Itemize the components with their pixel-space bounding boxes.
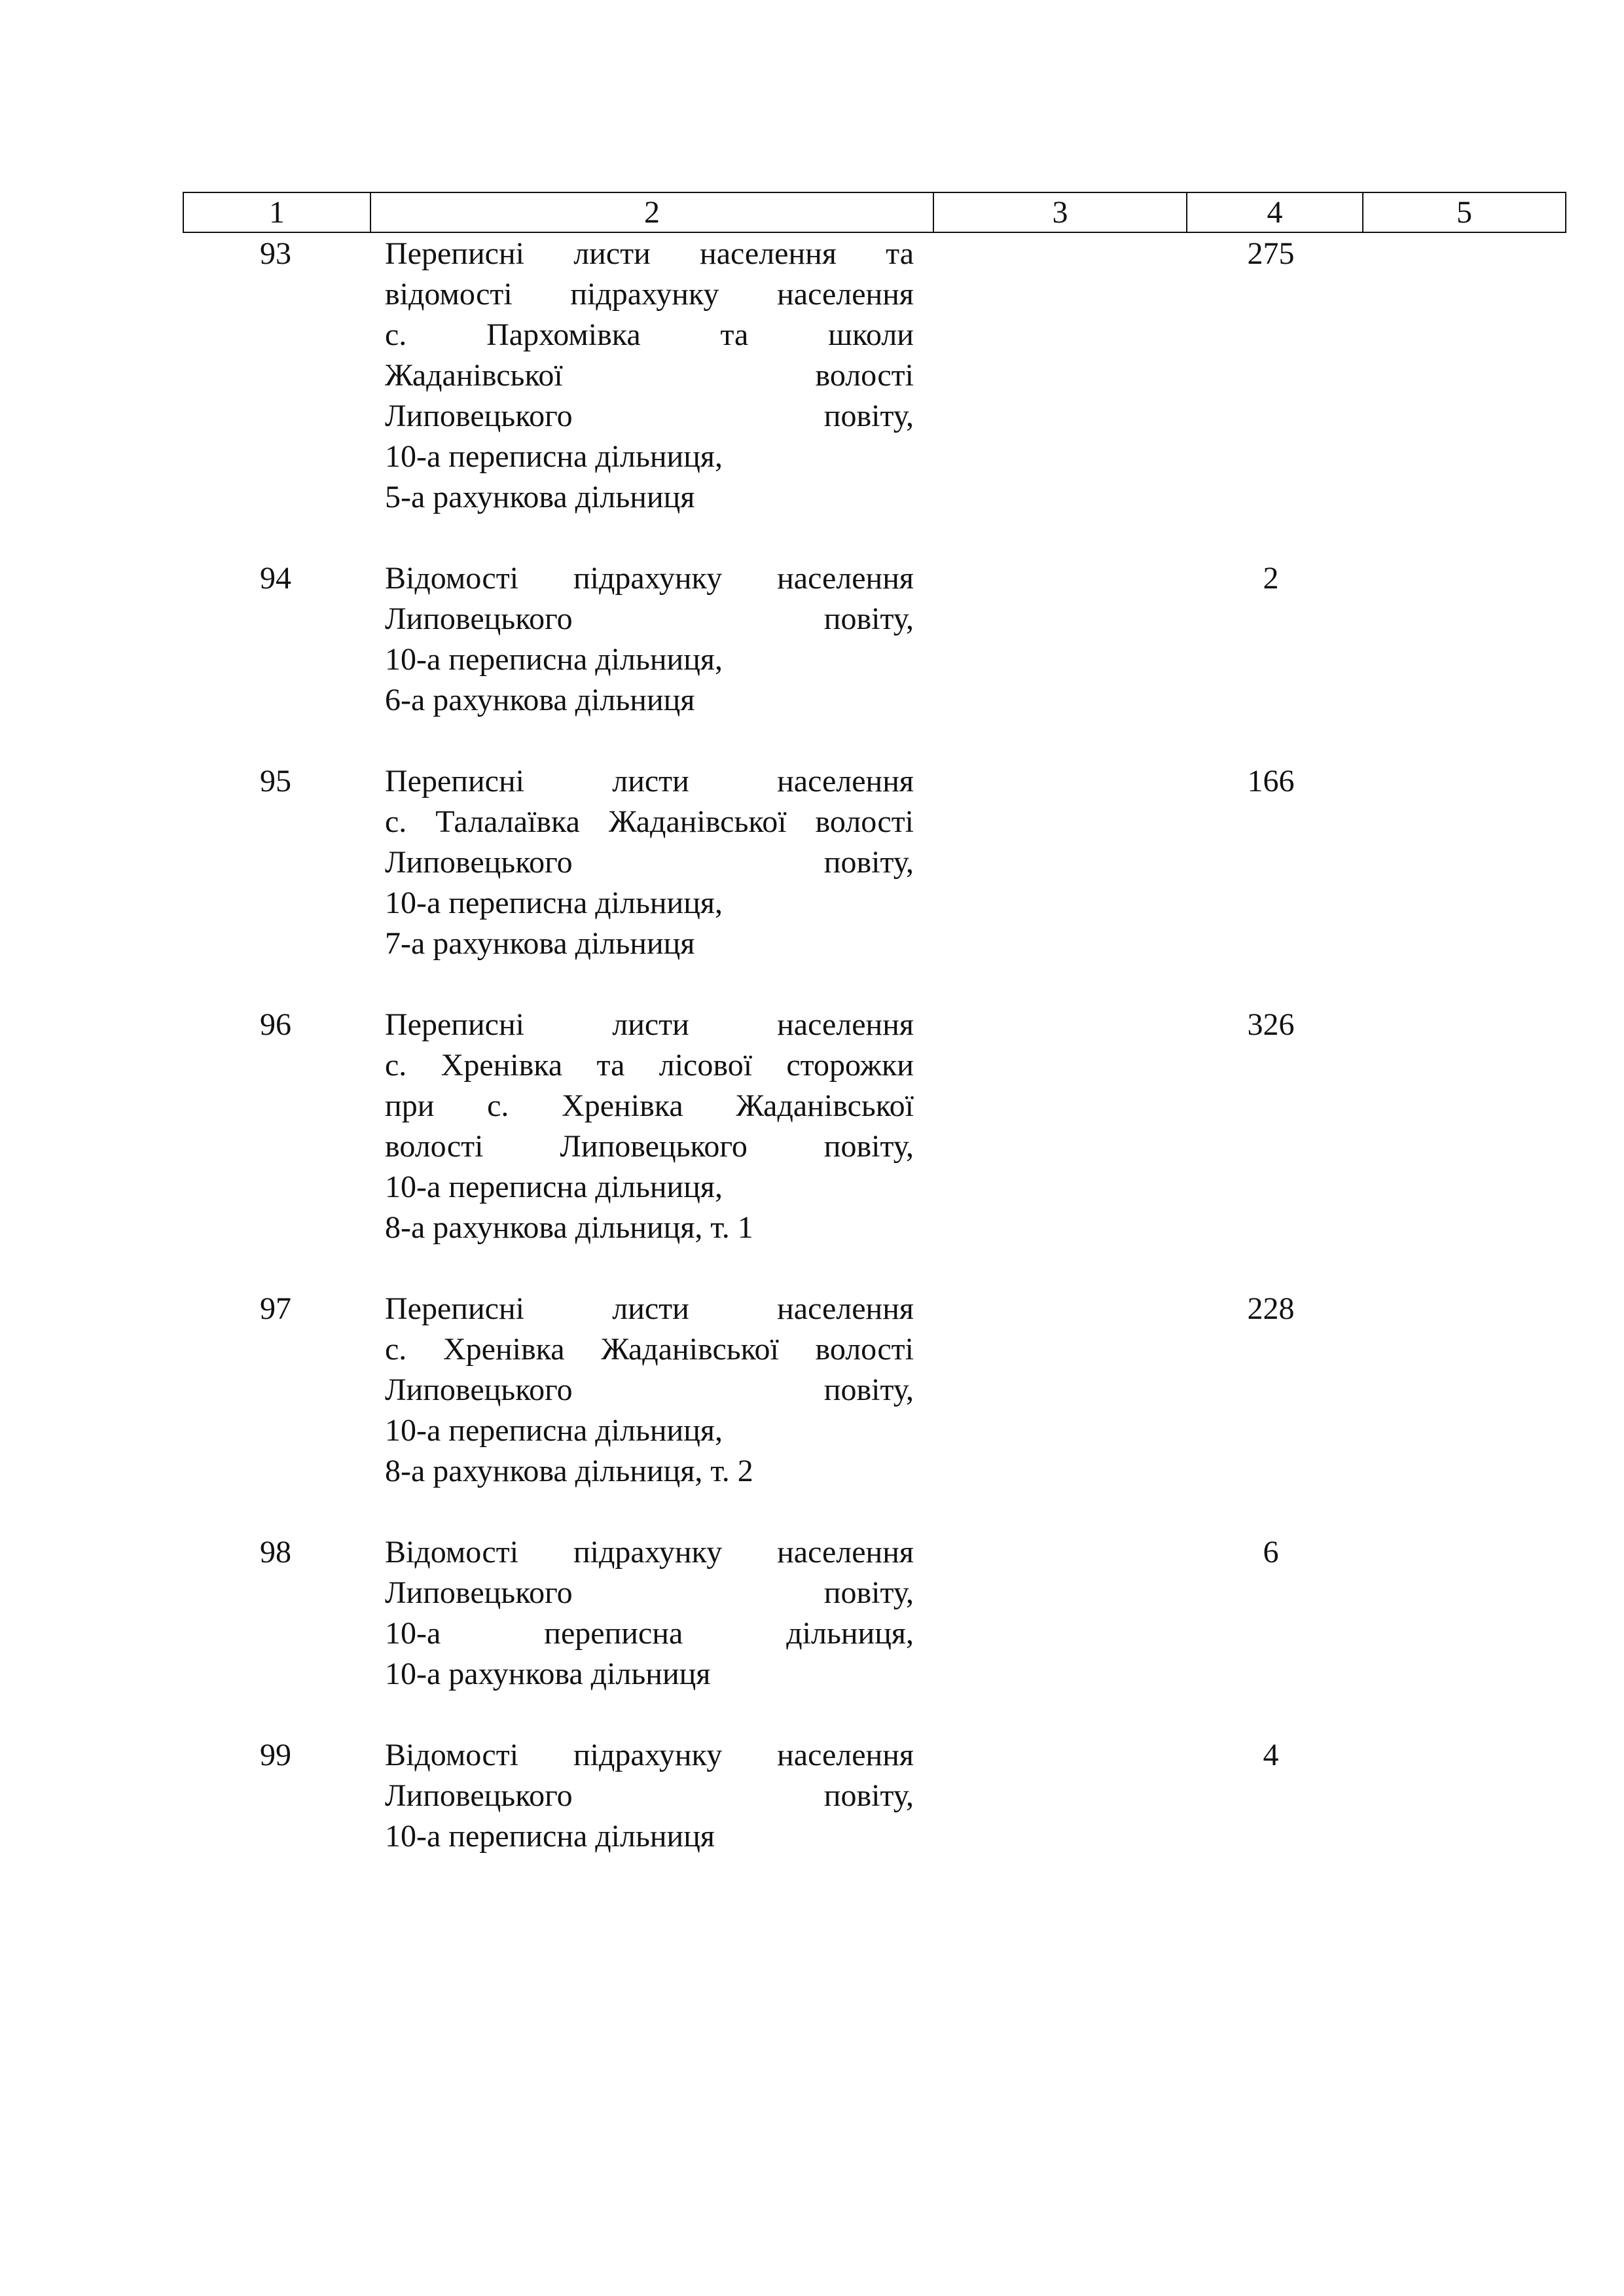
record-title-line: 10-а переписна дільниця, (385, 1616, 914, 1651)
record-title-line: Липовецького повіту, (385, 1372, 914, 1407)
record-title-line: Липовецького повіту, (385, 845, 914, 880)
record-title-line: Відомості підрахунку населення (385, 1535, 914, 1570)
column-header-table (183, 192, 1566, 233)
column-header-2: 2 (370, 192, 933, 232)
record-count: 275 (1247, 236, 1295, 271)
record-title-line: 7-а рахункова дільниця (385, 926, 695, 961)
record-number: 95 (260, 764, 291, 798)
column-header-5: 5 (1363, 192, 1566, 232)
record-number: 97 (260, 1291, 291, 1326)
record-title-line: Липовецького повіту, (385, 399, 914, 433)
record-number: 99 (260, 1738, 291, 1772)
column-header-4: 4 (1187, 192, 1363, 232)
record-title-line: Липовецького повіту, (385, 1575, 914, 1610)
record-title-line: Липовецького повіту, (385, 1778, 914, 1813)
record-title-line: 6-а рахункова дільниця (385, 683, 695, 717)
record-count: 4 (1263, 1738, 1279, 1772)
record-title-line: Жаданівської волості (385, 358, 914, 393)
record-title-line: 10-а переписна дільниця, (385, 439, 723, 474)
record-title-line: Переписні листи населення (385, 764, 914, 798)
record-title-line: 10-а переписна дільниця, (385, 1170, 723, 1204)
record-title-line: 5-а рахункова дільниця (385, 480, 695, 514)
record-title-line: Переписні листи населення (385, 1291, 914, 1326)
column-header-1: 1 (183, 192, 370, 232)
record-number: 96 (260, 1007, 291, 1042)
column-header-3: 3 (933, 192, 1187, 232)
record-title (385, 1532, 914, 1695)
record-count: 6 (1263, 1535, 1279, 1570)
record-title-line: Переписні листи населення (385, 1007, 914, 1042)
record-title-line: Переписні листи населення та (385, 236, 914, 271)
record-title (385, 1289, 914, 1492)
record-title (385, 558, 914, 721)
record-count: 166 (1247, 764, 1295, 798)
record-title-line: при с. Хренівка Жаданівської (385, 1088, 914, 1123)
record-title (385, 761, 914, 964)
record-title-line: 10-а рахункова дільниця (385, 1657, 711, 1691)
record-title-line: відомості підрахунку населення (385, 277, 914, 312)
record-title-line: с. Хренівка Жаданівської волості (385, 1332, 914, 1367)
record-title-line: 8-а рахункова дільниця, т. 1 (385, 1210, 753, 1245)
record-title (385, 234, 914, 518)
record-title-line: 10-а переписна дільниця, (385, 1413, 723, 1448)
record-title-line: с. Хренівка та лісової сторожки (385, 1048, 914, 1083)
record-title (385, 1735, 914, 1857)
record-count: 2 (1263, 561, 1279, 596)
record-title (385, 1005, 914, 1248)
record-title-line: 10-а переписна дільниця, (385, 886, 723, 920)
record-count: 228 (1247, 1291, 1295, 1326)
record-title-line: 10-а переписна дільниця (385, 1819, 715, 1854)
record-title-line: с. Талалаївка Жаданівської волості (385, 804, 914, 839)
record-title-line: Липовецького повіту, (385, 601, 914, 636)
record-title-line: 10-а переписна дільниця, (385, 642, 723, 677)
record-title-line: Відомості підрахунку населення (385, 561, 914, 596)
record-title-line: 8-а рахункова дільниця, т. 2 (385, 1454, 753, 1488)
record-title-line: Відомості підрахунку населення (385, 1738, 914, 1772)
record-number: 98 (260, 1535, 291, 1570)
record-count: 326 (1247, 1007, 1295, 1042)
record-title-line: с. Пархомівка та школи (385, 317, 914, 352)
record-title-line: волості Липовецького повіту, (385, 1129, 914, 1164)
record-number: 93 (260, 236, 291, 271)
record-number: 94 (260, 561, 291, 596)
column-header-row (183, 192, 1566, 232)
